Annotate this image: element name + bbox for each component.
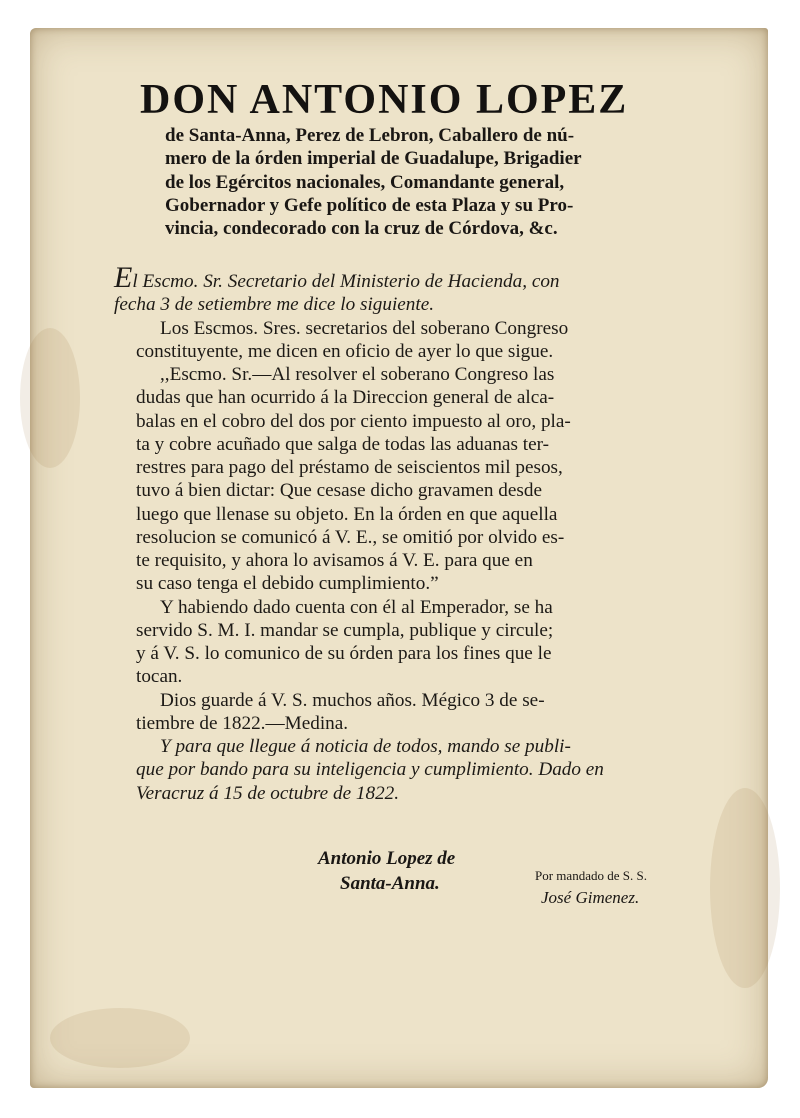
body-line: te requisito, y ahora lo avisamos á V. E. para que en xyxy=(136,550,533,571)
body-line: ta y cobre acuñado que salga de todas las aduanas ter- xyxy=(136,433,550,455)
subtitle-line: Gobernador y Gefe político de esta Plaza y su Pro- xyxy=(165,194,574,216)
signature-gimenez xyxy=(535,868,647,908)
body-line: dudas que han ocurrido á la Direccion general de alca- xyxy=(136,387,555,409)
subtitle-line: mero de la órden imperial de Guadalupe, Brigadier xyxy=(165,148,582,170)
body-line: tiembre de 1822.—Medina. xyxy=(136,712,349,734)
body-line: resolucion se comunicó á V. E., se omitió por olvido es- xyxy=(136,526,565,548)
body-line: Los Escmos. Sres. secretarios del soberano Congreso xyxy=(160,317,569,339)
body-line: Dios guarde á V. S. muchos años. Mégico 3 de se- xyxy=(160,689,545,711)
body-line: constituyente, me dicen en oficio de ayer lo que sigue. xyxy=(136,340,554,362)
signature-line: Antonio Lopez de xyxy=(318,848,456,869)
document-body xyxy=(114,261,696,805)
body-line: balas en el cobro del dos por ciento impuesto al oro, pla- xyxy=(136,410,571,432)
paper-stain xyxy=(50,1008,190,1068)
closing-line: Veracruz á 15 de octubre de 1822. xyxy=(136,782,400,804)
closing-line: que por bando para su inteligencia y cumplimiento. Dado en xyxy=(136,759,604,781)
intro-line xyxy=(114,261,696,294)
closing-line: Y para que llegue á noticia de todos, mando se publi- xyxy=(160,736,571,757)
signature-santa-anna xyxy=(318,846,455,896)
intro-line-text: l Escmo. Sr. Secretario del Ministerio de Hacienda, con xyxy=(132,271,560,292)
signature-name: José Gimenez. xyxy=(541,888,640,907)
subtitle-line: de los Egércitos nacionales, Comandante general, xyxy=(165,171,565,193)
paper-stain xyxy=(710,788,780,988)
body-line: servido S. M. I. mandar se cumpla, publique y circule; xyxy=(136,619,554,641)
body-line: ,,Escmo. Sr.—Al resolver el soberano Congreso las xyxy=(160,364,555,385)
intro-line: fecha 3 de setiembre me dice lo siguiente. xyxy=(114,294,435,316)
drop-cap: E xyxy=(114,261,133,294)
body-line: y á V. S. lo comunico de su órden para los fines que le xyxy=(136,643,552,664)
signature-line: Santa-Anna. xyxy=(340,873,440,894)
document-subtitle xyxy=(165,124,695,240)
subtitle-line: de Santa-Anna, Perez de Lebron, Caballero de nú- xyxy=(165,125,575,146)
body-line: tocan. xyxy=(136,666,183,688)
body-line: luego que llenase su objeto. En la órden en que aquella xyxy=(136,503,558,525)
document-title: DON ANTONIO LOPEZ xyxy=(140,77,629,123)
subtitle-line: vincia, condecorado con la cruz de Córdova, &c. xyxy=(165,218,558,240)
body-line: su caso tenga el debido cumplimiento.” xyxy=(136,573,439,595)
body-line: tuvo á bien dictar: Que cesase dicho gravamen desde xyxy=(136,480,542,502)
paper-stain xyxy=(20,328,80,468)
body-line: restres para pago del préstamo de seiscientos mil pesos, xyxy=(136,457,563,478)
signature-label: Por mandado de S. S. xyxy=(535,868,647,883)
body-line: Y habiendo dado cuenta con él al Emperador, se ha xyxy=(160,596,553,618)
